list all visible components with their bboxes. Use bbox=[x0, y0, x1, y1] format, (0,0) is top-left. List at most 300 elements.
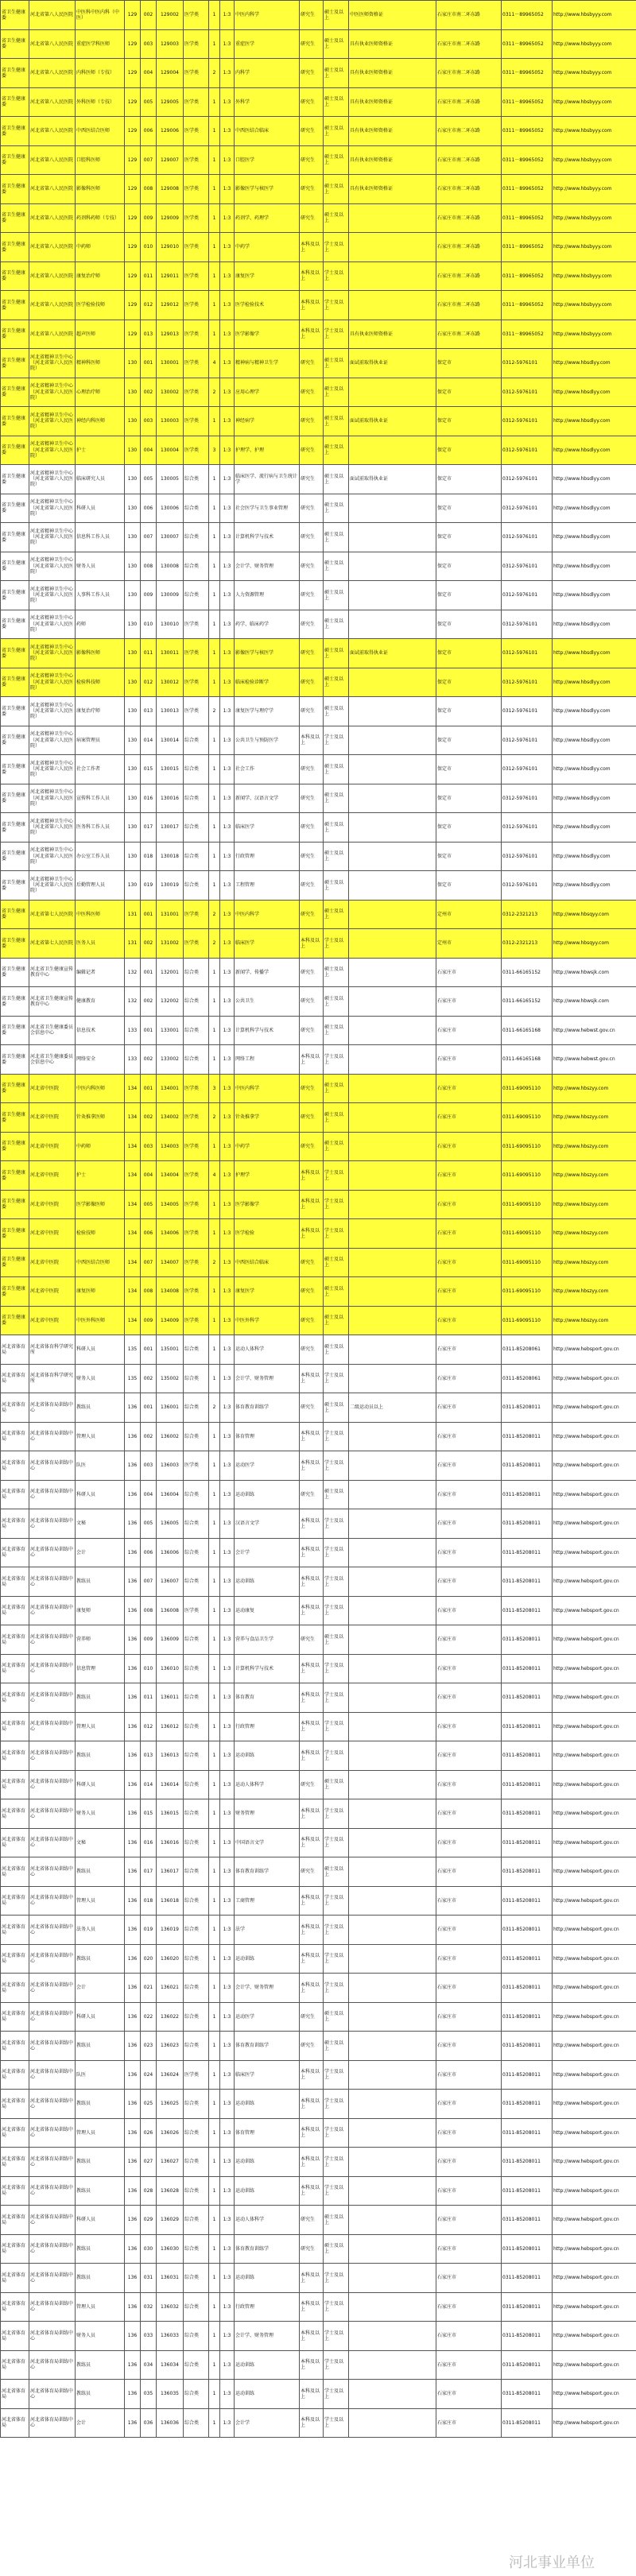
cell-position-code: 131002 bbox=[157, 929, 184, 959]
cell-ratio: 1:3 bbox=[220, 1712, 235, 1741]
cell-address: 石家庄市 bbox=[436, 1161, 502, 1191]
cell-other-requirements bbox=[349, 1828, 436, 1857]
cell-ratio: 1:3 bbox=[220, 1074, 235, 1103]
cell-degree: 硕士及以上 bbox=[324, 436, 349, 465]
cell-website: http://www.hebsport.gov.cn bbox=[553, 2090, 636, 2119]
cell-education: 研究生 bbox=[300, 871, 324, 901]
cell-address: 保定市 bbox=[436, 842, 502, 871]
cell-other-requirements bbox=[349, 784, 436, 813]
cell-address: 石家庄市 bbox=[436, 1683, 502, 1713]
cell-unit-code: 129 bbox=[125, 1, 141, 30]
cell-education: 本科及以上 bbox=[300, 726, 324, 755]
cell-exam-category: 综合类 bbox=[184, 958, 209, 987]
cell-position-no: 013 bbox=[141, 1741, 157, 1771]
cell-position: 影像科医师 bbox=[76, 175, 125, 204]
cell-position-no: 017 bbox=[141, 813, 157, 843]
cell-degree: 硕士及以上 bbox=[324, 1016, 349, 1045]
cell-headcount: 1 bbox=[209, 1916, 220, 1945]
cell-position-code: 129004 bbox=[157, 59, 184, 88]
cell-unit-code: 130 bbox=[125, 668, 141, 697]
cell-position-no: 015 bbox=[141, 755, 157, 784]
cell-ratio: 1:3 bbox=[220, 233, 235, 262]
cell-address: 保定市 bbox=[436, 552, 502, 581]
cell-education: 本科及以上 bbox=[300, 2408, 324, 2438]
cell-headcount: 1 bbox=[209, 2234, 220, 2264]
cell-position: 信息科工作人员 bbox=[76, 523, 125, 552]
cell-other-requirements bbox=[349, 1741, 436, 1771]
cell-position: 中西医结合医师 bbox=[76, 117, 125, 146]
cell-other-requirements bbox=[349, 668, 436, 697]
cell-position-no: 017 bbox=[141, 1857, 157, 1887]
cell-other-requirements bbox=[349, 1567, 436, 1597]
table-row bbox=[1, 755, 636, 784]
cell-website: http://www.hebsport.gov.cn bbox=[553, 1654, 636, 1683]
cell-position-no: 001 bbox=[141, 349, 157, 378]
cell-exam-category: 医学类 bbox=[184, 1277, 209, 1307]
cell-phone: 0312-5976101 bbox=[502, 552, 553, 581]
cell-position-code: 130001 bbox=[157, 349, 184, 378]
cell-exam-category: 综合类 bbox=[184, 1654, 209, 1683]
cell-unit-code: 130 bbox=[125, 726, 141, 755]
table-row bbox=[1, 465, 636, 494]
cell-education: 研究生 bbox=[300, 175, 324, 204]
cell-exam-category: 综合类 bbox=[184, 1364, 209, 1393]
cell-position-code: 129007 bbox=[157, 145, 184, 175]
cell-website: http://www.hbsdlyy.com bbox=[553, 581, 636, 610]
cell-major: 运动人体科学 bbox=[235, 1770, 300, 1799]
table-row bbox=[1, 2322, 636, 2351]
cell-address: 石家庄市 bbox=[436, 958, 502, 987]
cell-education: 研究生 bbox=[300, 465, 324, 494]
cell-website: http://www.hebsport.gov.cn bbox=[553, 1451, 636, 1481]
table-row bbox=[1, 87, 636, 117]
cell-unit: 河北省体育局训练中心 bbox=[29, 1828, 76, 1857]
cell-phone: 0311-85208011 bbox=[502, 1799, 553, 1829]
cell-address: 石家庄市 bbox=[436, 1364, 502, 1393]
cell-headcount: 3 bbox=[209, 436, 220, 465]
cell-position-code: 129005 bbox=[157, 87, 184, 117]
cell-unit-code: 130 bbox=[125, 523, 141, 552]
cell-exam-category: 综合类 bbox=[184, 1799, 209, 1829]
cell-education: 研究生 bbox=[300, 1248, 324, 1277]
cell-position: 超声医师 bbox=[76, 320, 125, 349]
cell-other-requirements: 具有执业医师资格证 bbox=[349, 87, 436, 117]
cell-unit-code: 136 bbox=[125, 2090, 141, 2119]
cell-major: 新闻学、传播学 bbox=[235, 958, 300, 987]
cell-unit-code: 129 bbox=[125, 203, 141, 233]
cell-degree: 硕士及以上 bbox=[324, 145, 349, 175]
cell-phone: 0311-69095110 bbox=[502, 1074, 553, 1103]
cell-website: http://www.hbsbyyy.com bbox=[553, 203, 636, 233]
cell-position-no: 018 bbox=[141, 842, 157, 871]
cell-unit: 河北省体育局训练中心 bbox=[29, 2322, 76, 2351]
cell-unit: 河北省中医院 bbox=[29, 1190, 76, 1219]
cell-major: 会计学 bbox=[235, 2408, 300, 2438]
cell-ratio: 1:3 bbox=[220, 2118, 235, 2148]
cell-unit: 河北省体育局训练中心 bbox=[29, 1393, 76, 1423]
cell-major: 中医内科学 bbox=[235, 1074, 300, 1103]
cell-headcount: 3 bbox=[209, 1074, 220, 1103]
cell-degree: 硕士及以上 bbox=[324, 2206, 349, 2235]
cell-unit: 河北省体育局训练中心 bbox=[29, 1741, 76, 1771]
cell-address: 石家庄市 bbox=[436, 1828, 502, 1857]
cell-degree: 硕士及以上 bbox=[324, 2234, 349, 2264]
cell-major: 体育管理 bbox=[235, 1422, 300, 1451]
cell-position: 宣传科工作人员 bbox=[76, 784, 125, 813]
cell-position-no: 009 bbox=[141, 1625, 157, 1655]
table-row bbox=[1, 117, 636, 146]
cell-major: 药学、临床药学 bbox=[235, 610, 300, 639]
cell-position-no: 011 bbox=[141, 639, 157, 668]
cell-unit-code: 136 bbox=[125, 1712, 141, 1741]
cell-ratio: 1:3 bbox=[220, 1132, 235, 1161]
cell-headcount: 1 bbox=[209, 261, 220, 291]
cell-department: 河北省体育局 bbox=[1, 2118, 29, 2148]
cell-education: 本科及以上 bbox=[300, 1596, 324, 1625]
cell-unit-code: 136 bbox=[125, 2148, 141, 2177]
cell-position: 会计 bbox=[76, 1974, 125, 2003]
cell-department: 河北省体育局 bbox=[1, 1828, 29, 1857]
cell-unit: 河北省第七人民医院 bbox=[29, 900, 76, 929]
cell-unit-code: 129 bbox=[125, 261, 141, 291]
cell-degree: 硕士及以上 bbox=[324, 2002, 349, 2032]
cell-website: http://www.hbsbyyy.com bbox=[553, 59, 636, 88]
cell-position: 教练员 bbox=[76, 1857, 125, 1887]
cell-ratio: 1:3 bbox=[220, 2060, 235, 2090]
cell-unit: 河北省体育局训练中心 bbox=[29, 2118, 76, 2148]
cell-position: 文秘 bbox=[76, 1828, 125, 1857]
cell-ratio: 1:3 bbox=[220, 1016, 235, 1045]
cell-position: 营养师 bbox=[76, 1625, 125, 1655]
cell-department: 省卫生健康委 bbox=[1, 494, 29, 523]
cell-exam-category: 综合类 bbox=[184, 2380, 209, 2409]
cell-education: 研究生 bbox=[300, 581, 324, 610]
cell-major: 运动训练 bbox=[235, 2264, 300, 2293]
cell-unit-code: 136 bbox=[125, 1683, 141, 1713]
cell-website: http://www.hebsport.gov.cn bbox=[553, 1828, 636, 1857]
cell-ratio: 1:3 bbox=[220, 1277, 235, 1307]
cell-exam-category: 综合类 bbox=[184, 1538, 209, 1567]
cell-unit-code: 136 bbox=[125, 2350, 141, 2380]
cell-education: 研究生 bbox=[300, 145, 324, 175]
table-row bbox=[1, 1944, 636, 1974]
cell-degree: 硕士及以上 bbox=[324, 900, 349, 929]
cell-position: 教练员 bbox=[76, 1683, 125, 1713]
cell-phone: 0311－89965052 bbox=[502, 29, 553, 59]
cell-position-code: 130013 bbox=[157, 697, 184, 726]
cell-education: 本科及以上 bbox=[300, 2148, 324, 2177]
cell-address: 石家庄市 bbox=[436, 1103, 502, 1133]
cell-education: 本科及以上 bbox=[300, 2292, 324, 2322]
cell-degree: 学士及以上 bbox=[324, 1190, 349, 1219]
cell-department: 河北省体育局 bbox=[1, 1364, 29, 1393]
cell-degree: 硕士及以上 bbox=[324, 1103, 349, 1133]
cell-position-no: 007 bbox=[141, 145, 157, 175]
cell-other-requirements bbox=[349, 2118, 436, 2148]
cell-position-no: 002 bbox=[141, 1422, 157, 1451]
cell-address: 石家庄市 bbox=[436, 1567, 502, 1597]
cell-unit: 河北省体育局训练中心 bbox=[29, 1451, 76, 1481]
cell-position-no: 020 bbox=[141, 1944, 157, 1974]
cell-degree: 学士及以上 bbox=[324, 1538, 349, 1567]
cell-exam-category: 综合类 bbox=[184, 1770, 209, 1799]
cell-exam-category: 综合类 bbox=[184, 755, 209, 784]
cell-unit: 河北省体育局训练中心 bbox=[29, 1538, 76, 1567]
cell-degree: 学士及以上 bbox=[324, 2350, 349, 2380]
cell-position-no: 025 bbox=[141, 2090, 157, 2119]
cell-unit: 河北省体育局训练中心 bbox=[29, 1625, 76, 1655]
cell-exam-category: 医学类 bbox=[184, 1, 209, 30]
cell-position-no: 007 bbox=[141, 1248, 157, 1277]
table-row bbox=[1, 1190, 636, 1219]
cell-ratio: 1:3 bbox=[220, 929, 235, 959]
cell-education: 本科及以上 bbox=[300, 1509, 324, 1539]
cell-phone: 0311-85208011 bbox=[502, 2350, 553, 2380]
cell-headcount: 1 bbox=[209, 145, 220, 175]
table-row bbox=[1, 1074, 636, 1103]
cell-address: 石家庄市 bbox=[436, 1770, 502, 1799]
cell-headcount: 1 bbox=[209, 755, 220, 784]
cell-position: 管理人员 bbox=[76, 2118, 125, 2148]
cell-unit: 河北省体育局训练中心 bbox=[29, 1712, 76, 1741]
cell-position: 后勤管理人员 bbox=[76, 871, 125, 901]
cell-phone: 0311-69095110 bbox=[502, 1132, 553, 1161]
cell-department: 省卫生健康委 bbox=[1, 233, 29, 262]
cell-position-no: 024 bbox=[141, 2060, 157, 2090]
cell-other-requirements bbox=[349, 233, 436, 262]
cell-degree: 学士及以上 bbox=[324, 1683, 349, 1713]
cell-headcount: 1 bbox=[209, 1974, 220, 2003]
table-row bbox=[1, 2206, 636, 2235]
cell-exam-category: 综合类 bbox=[184, 581, 209, 610]
cell-position-code: 130007 bbox=[157, 523, 184, 552]
cell-phone: 0311-85208011 bbox=[502, 1393, 553, 1423]
cell-website: http://www.hbsbyyy.com bbox=[553, 233, 636, 262]
cell-department: 省卫生健康委 bbox=[1, 320, 29, 349]
cell-phone: 0311-69095110 bbox=[502, 1190, 553, 1219]
cell-major: 运动训练 bbox=[235, 1567, 300, 1597]
cell-degree: 硕士及以上 bbox=[324, 1248, 349, 1277]
cell-headcount: 1 bbox=[209, 1364, 220, 1393]
cell-exam-category: 综合类 bbox=[184, 813, 209, 843]
cell-position-no: 019 bbox=[141, 871, 157, 901]
cell-department: 省卫生健康委 bbox=[1, 1277, 29, 1307]
cell-department: 省卫生健康委 bbox=[1, 29, 29, 59]
cell-ratio: 1:3 bbox=[220, 1567, 235, 1597]
table-row bbox=[1, 813, 636, 843]
cell-phone: 0311-85208011 bbox=[502, 1857, 553, 1887]
cell-position-no: 022 bbox=[141, 2002, 157, 2032]
cell-exam-category: 医学类 bbox=[184, 1219, 209, 1249]
cell-phone: 0311-85208011 bbox=[502, 1944, 553, 1974]
cell-ratio: 1:3 bbox=[220, 1393, 235, 1423]
cell-position: 网络安全 bbox=[76, 1045, 125, 1075]
cell-headcount: 1 bbox=[209, 1538, 220, 1567]
cell-position: 财务人员 bbox=[76, 1364, 125, 1393]
cell-position-no: 035 bbox=[141, 2380, 157, 2409]
table-row bbox=[1, 349, 636, 378]
cell-unit-code: 136 bbox=[125, 2322, 141, 2351]
cell-unit: 河北省体育局训练中心 bbox=[29, 2002, 76, 2032]
cell-position-code: 130011 bbox=[157, 639, 184, 668]
cell-headcount: 4 bbox=[209, 1161, 220, 1191]
cell-headcount: 1 bbox=[209, 842, 220, 871]
cell-address: 石家庄市 bbox=[436, 1451, 502, 1481]
cell-headcount: 1 bbox=[209, 581, 220, 610]
table-row bbox=[1, 1306, 636, 1335]
cell-position: 护士 bbox=[76, 1161, 125, 1191]
cell-position: 中医外科医师 bbox=[76, 1306, 125, 1335]
cell-unit: 河北省第七人民医院 bbox=[29, 929, 76, 959]
table-row bbox=[1, 1625, 636, 1655]
cell-other-requirements bbox=[349, 2176, 436, 2206]
cell-website: http://www.hbsbyyy.com bbox=[553, 87, 636, 117]
cell-headcount: 1 bbox=[209, 668, 220, 697]
cell-education: 研究生 bbox=[300, 523, 324, 552]
cell-department: 省卫生健康委 bbox=[1, 581, 29, 610]
cell-major: 药剂学、药理学 bbox=[235, 203, 300, 233]
cell-unit-code: 130 bbox=[125, 639, 141, 668]
cell-position-no: 034 bbox=[141, 2350, 157, 2380]
table-row bbox=[1, 581, 636, 610]
cell-degree: 学士及以上 bbox=[324, 2176, 349, 2206]
cell-position: 人事科工作人员 bbox=[76, 581, 125, 610]
cell-unit: 河北省体育局训练中心 bbox=[29, 2264, 76, 2293]
cell-exam-category: 综合类 bbox=[184, 1567, 209, 1597]
cell-education: 本科及以上 bbox=[300, 1567, 324, 1597]
cell-headcount: 1 bbox=[209, 1567, 220, 1597]
cell-education: 本科及以上 bbox=[300, 233, 324, 262]
cell-major: 护理学 bbox=[235, 1161, 300, 1191]
table-row bbox=[1, 2380, 636, 2409]
table-row bbox=[1, 552, 636, 581]
table-row bbox=[1, 1161, 636, 1191]
cell-position: 中药师 bbox=[76, 1132, 125, 1161]
cell-exam-category: 综合类 bbox=[184, 842, 209, 871]
cell-exam-category: 医学类 bbox=[184, 639, 209, 668]
cell-address: 石家庄市 bbox=[436, 2408, 502, 2438]
cell-position: 检验技师 bbox=[76, 1219, 125, 1249]
cell-headcount: 1 bbox=[209, 203, 220, 233]
cell-exam-category: 综合类 bbox=[184, 2090, 209, 2119]
cell-position-code: 136023 bbox=[157, 2032, 184, 2061]
cell-degree: 学士及以上 bbox=[324, 1422, 349, 1451]
cell-department: 河北省体育局 bbox=[1, 1422, 29, 1451]
cell-position-no: 005 bbox=[141, 87, 157, 117]
cell-degree: 硕士及以上 bbox=[324, 842, 349, 871]
cell-unit-code: 130 bbox=[125, 755, 141, 784]
cell-headcount: 1 bbox=[209, 2118, 220, 2148]
cell-degree: 硕士及以上 bbox=[324, 1393, 349, 1423]
cell-address: 石家庄市 bbox=[436, 1277, 502, 1307]
cell-position-no: 001 bbox=[141, 958, 157, 987]
cell-unit-code: 136 bbox=[125, 2292, 141, 2322]
cell-unit-code: 136 bbox=[125, 2264, 141, 2293]
cell-other-requirements bbox=[349, 291, 436, 320]
cell-address: 石家庄市 bbox=[436, 2176, 502, 2206]
cell-website: http://www.hebsport.gov.cn bbox=[553, 1509, 636, 1539]
table-row bbox=[1, 1857, 636, 1887]
table-row bbox=[1, 1654, 636, 1683]
cell-unit: 河北省体育局训练中心 bbox=[29, 2234, 76, 2264]
cell-ratio: 1:3 bbox=[220, 552, 235, 581]
cell-degree: 学士及以上 bbox=[324, 1741, 349, 1771]
cell-ratio: 1:3 bbox=[220, 320, 235, 349]
cell-other-requirements bbox=[349, 2090, 436, 2119]
cell-department: 省卫生健康委 bbox=[1, 1045, 29, 1075]
cell-degree: 硕士及以上 bbox=[324, 378, 349, 407]
cell-exam-category: 综合类 bbox=[184, 2148, 209, 2177]
cell-department: 河北省体育局 bbox=[1, 1770, 29, 1799]
cell-unit: 河北省体育局训练中心 bbox=[29, 2032, 76, 2061]
cell-degree: 硕士及以上 bbox=[324, 1306, 349, 1335]
cell-major: 汉语言文学 bbox=[235, 1509, 300, 1539]
cell-exam-category: 医学类 bbox=[184, 668, 209, 697]
cell-website: http://www.hebsport.gov.cn bbox=[553, 1538, 636, 1567]
cell-education: 本科及以上 bbox=[300, 2380, 324, 2409]
cell-address: 石家庄市 bbox=[436, 1016, 502, 1045]
cell-degree: 学士及以上 bbox=[324, 929, 349, 959]
cell-degree: 学士及以上 bbox=[324, 1045, 349, 1075]
cell-website: http://www.hbsdlyy.com bbox=[553, 871, 636, 901]
cell-other-requirements: 面试前取得执业证 bbox=[349, 349, 436, 378]
cell-department: 省卫生健康委 bbox=[1, 552, 29, 581]
cell-position-no: 002 bbox=[141, 1103, 157, 1133]
cell-education: 研究生 bbox=[300, 958, 324, 987]
cell-major: 工程管理 bbox=[235, 871, 300, 901]
cell-website: http://www.hbsbyyy.com bbox=[553, 291, 636, 320]
cell-position: 护士 bbox=[76, 436, 125, 465]
cell-other-requirements bbox=[349, 2206, 436, 2235]
cell-major: 外科学 bbox=[235, 87, 300, 117]
cell-headcount: 1 bbox=[209, 1509, 220, 1539]
cell-website: http://www.hbsbyyy.com bbox=[553, 1, 636, 30]
cell-headcount: 1 bbox=[209, 494, 220, 523]
cell-address: 石家庄市 bbox=[436, 1248, 502, 1277]
cell-position-code: 130006 bbox=[157, 494, 184, 523]
cell-phone: 0312-5976101 bbox=[502, 523, 553, 552]
cell-exam-category: 综合类 bbox=[184, 1944, 209, 1974]
cell-phone: 0311－89965052 bbox=[502, 117, 553, 146]
cell-position-code: 130005 bbox=[157, 465, 184, 494]
cell-position-no: 018 bbox=[141, 1886, 157, 1916]
cell-website: http://www.hbsqyy.com bbox=[553, 929, 636, 959]
cell-department: 省卫生健康委 bbox=[1, 203, 29, 233]
cell-other-requirements: 具有执业医师资格证 bbox=[349, 145, 436, 175]
cell-education: 本科及以上 bbox=[300, 1422, 324, 1451]
cell-major: 康复医学与理疗学 bbox=[235, 697, 300, 726]
cell-headcount: 2 bbox=[209, 929, 220, 959]
cell-unit-code: 132 bbox=[125, 987, 141, 1017]
cell-exam-category: 医学类 bbox=[184, 900, 209, 929]
cell-exam-category: 医学类 bbox=[184, 320, 209, 349]
cell-website: http://www.hbsdlyy.com bbox=[553, 668, 636, 697]
cell-position: 康复师 bbox=[76, 1596, 125, 1625]
cell-position: 教练员 bbox=[76, 1741, 125, 1771]
cell-website: http://www.hebsport.gov.cn bbox=[553, 2206, 636, 2235]
cell-other-requirements bbox=[349, 1335, 436, 1365]
cell-position-no: 010 bbox=[141, 610, 157, 639]
cell-other-requirements bbox=[349, 2002, 436, 2032]
cell-exam-category: 综合类 bbox=[184, 1974, 209, 2003]
cell-exam-category: 综合类 bbox=[184, 1335, 209, 1365]
cell-degree: 学士及以上 bbox=[324, 1451, 349, 1481]
cell-address: 石家庄市 bbox=[436, 1625, 502, 1655]
cell-ratio: 1:3 bbox=[220, 1335, 235, 1365]
cell-exam-category: 综合类 bbox=[184, 2002, 209, 2032]
cell-address: 保定市 bbox=[436, 697, 502, 726]
cell-department: 河北省体育局 bbox=[1, 2234, 29, 2264]
